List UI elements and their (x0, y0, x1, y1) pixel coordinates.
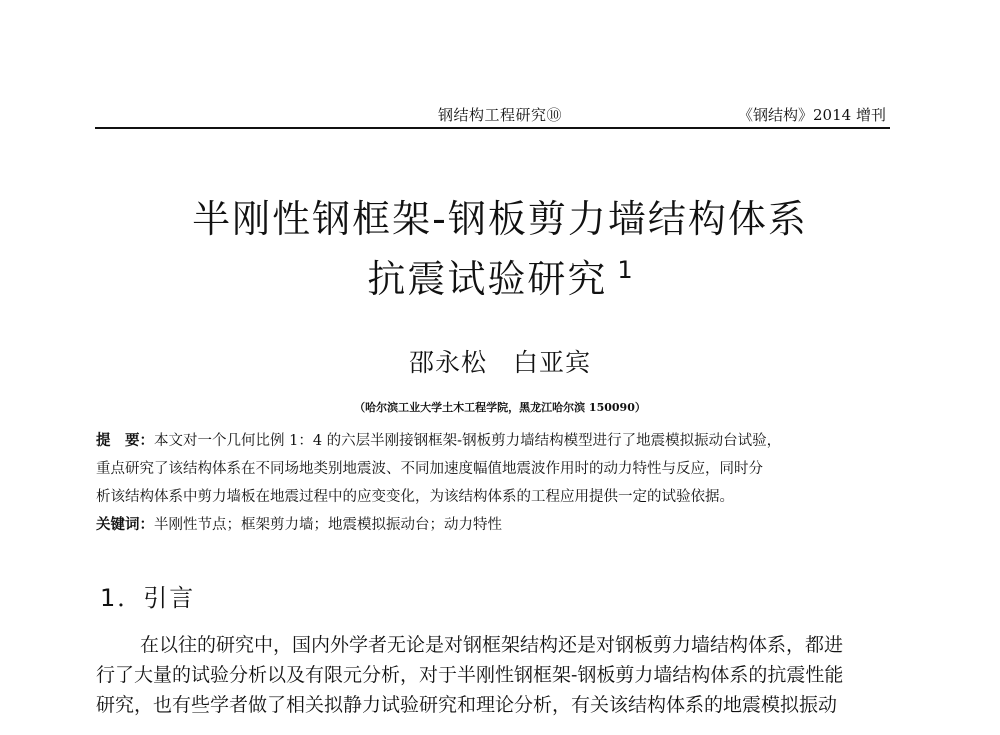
body-line-2: 行了大量的试验分析以及有限元分析，对于半刚性钢框架-钢板剪力墙结构体系的抗震性能 (96, 664, 844, 686)
abstract-text-1: 本文对一个几何比例 1：4 的六层半刚接钢框架-钢板剪力墙结构模型进行了地震模拟振动台试验， (154, 433, 782, 449)
keywords-text: 半刚性节点；框架剪力墙；地震模拟振动台；动力特性 (154, 517, 502, 533)
title-footnote-marker: 1 (617, 256, 633, 285)
keywords (96, 513, 502, 534)
running-header-journal: 《钢结构》2014 增刊 (738, 106, 886, 124)
affiliation: （哈尔滨工业大学土木工程学院，黑龙江哈尔滨 150090） (354, 401, 646, 414)
abstract (96, 427, 901, 511)
keywords-label: 关键词： (96, 516, 154, 533)
paper-title-line-2-text: 抗震试验研究 (367, 257, 608, 301)
running-header-series: 钢结构工程研究⑩ (438, 106, 563, 124)
section-heading: 1．引言 (100, 584, 196, 612)
authors: 邵永松 白亚宾 (408, 348, 591, 377)
header-rule (95, 127, 890, 129)
abstract-line-2: 重点研究了该结构体系在不同场地类别地震波、不同加速度幅值地震波作用时的动力特性与反应，同时分 (96, 461, 763, 477)
abstract-line-3: 析该结构体系中剪力墙板在地震过程中的应变变化，为该结构体系的工程应用提供一定的试验依据。 (96, 489, 734, 505)
abstract-line-1 (96, 427, 901, 455)
body-line-3: 研究，也有些学者做了相关拟静力试验研究和理论分析，有关该结构体系的地震模拟振动 (96, 694, 838, 716)
abstract-label: 提 要： (96, 432, 154, 449)
body-line-1: 在以往的研究中，国内外学者无论是对钢框架结构还是对钢板剪力墙结构体系，都进 (140, 634, 844, 656)
body-paragraph (96, 630, 916, 720)
paper-title-line-2 (0, 248, 1000, 303)
paper-title-line-1: 半刚性钢框架-钢板剪力墙结构体系 (192, 197, 808, 241)
